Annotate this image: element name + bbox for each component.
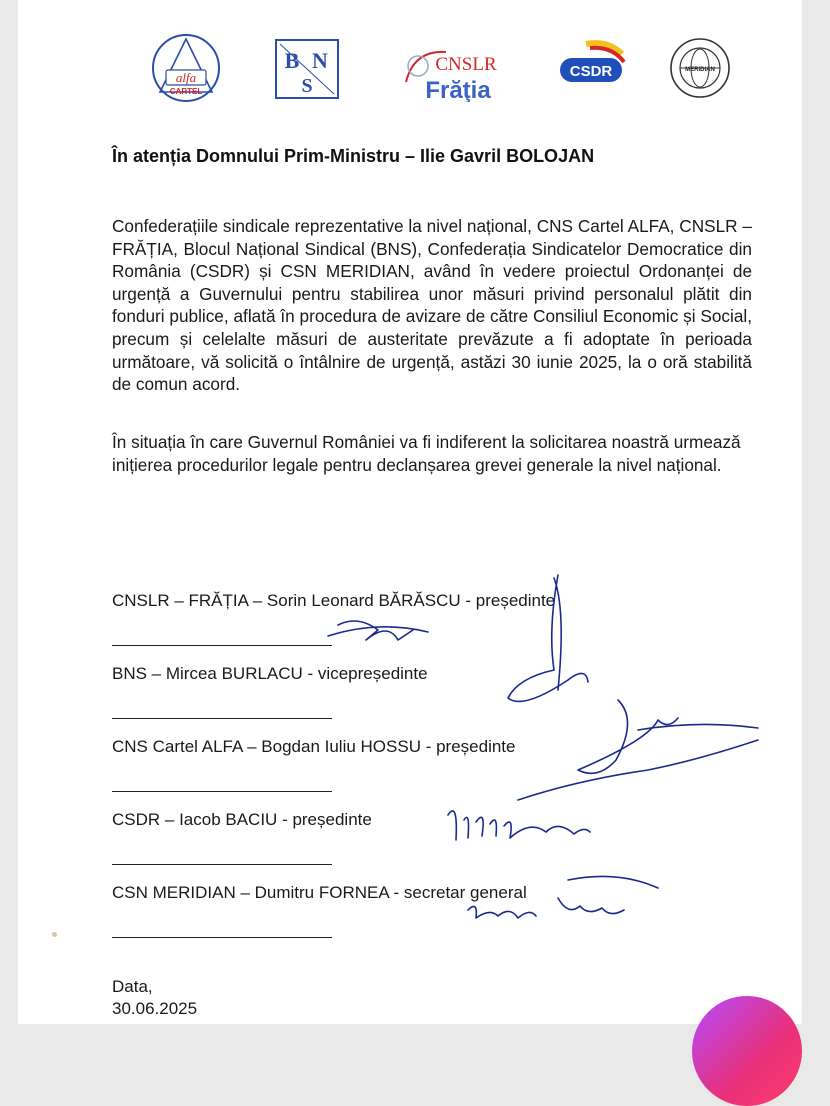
signature-line xyxy=(112,791,332,792)
signatory-cartel-alfa: CNS Cartel ALFA – Bogdan Iuliu HOSSU - președinte xyxy=(112,737,516,756)
signatory-bns: BNS – Mircea BURLACU - vicepreședinte xyxy=(112,664,428,683)
svg-text:N: N xyxy=(312,48,328,73)
date-label: Data, xyxy=(112,977,153,996)
svg-text:alfa: alfa xyxy=(175,70,197,85)
svg-text:CARTEL: CARTEL xyxy=(169,87,203,96)
svg-text:Frăţia: Frăţia xyxy=(425,77,491,102)
letter-heading: În atenția Domnului Prim-Ministru – Ilie Gavril BOLOJAN xyxy=(112,146,595,166)
body-paragraph-strike-warning: În situația în care Guvernul României va fi indiferent la solicitarea noastră urmează inițierea procedurilor legale pentru declanșarea grevei generale la nivel național. xyxy=(112,432,741,475)
signatory-csdr: CSDR – Iacob BACIU - președinte xyxy=(112,810,372,829)
svg-text:B: B xyxy=(284,48,300,73)
csdr-logo xyxy=(556,40,630,96)
cartel-alfa-logo xyxy=(146,32,226,104)
svg-text:CSDR: CSDR xyxy=(569,63,613,80)
cnslr-fratia-logo xyxy=(396,42,508,102)
svg-text:CNSLR: CNSLR xyxy=(435,54,497,75)
signature-line xyxy=(112,937,332,938)
signatory-meridian: CSN MERIDIAN – Dumitru FORNEA - secretar general xyxy=(112,883,527,902)
signature-line xyxy=(112,645,332,646)
logo-strip xyxy=(18,28,802,118)
document-page xyxy=(18,0,802,1024)
floating-action-badge[interactable] xyxy=(692,996,802,1106)
meridian-logo xyxy=(668,36,732,100)
signatory-cnslr: CNSLR – FRĂȚIA – Sorin Leonard BĂRĂSCU - președinte xyxy=(112,591,556,610)
date-value: 30.06.2025 xyxy=(112,999,198,1018)
bns-logo xyxy=(274,38,340,100)
signature-line xyxy=(112,718,332,719)
body-paragraph-request: Confederațiile sindicale reprezentative la nivel național, CNS Cartel ALFA, CNSLR – FRĂȚIA, Blocul Național Sindical (BNS), Confederația Sindicatelor Democratice din România (CSDR) și CSN MERIDIAN, având în vedere proiectul Ordonanței de urgență a Guvernului pentru stabilirea unor măsuri privind personalul plătit din fonduri publice, aflată în procedura de avizare de către Consiliul Economic și Social, precum și celelalte măsuri de austeritate prevăzute a fi adoptate în perioada următoare, vă solicită o întâlnire de urgență, astăzi 30 iunie 2025, la o oră stabilită de comun acord. xyxy=(112,216,752,395)
svg-text:MERIDIAN: MERIDIAN xyxy=(685,67,715,73)
signature-line xyxy=(112,864,332,865)
svg-text:S: S xyxy=(301,75,313,97)
smudge-dot xyxy=(52,932,57,937)
